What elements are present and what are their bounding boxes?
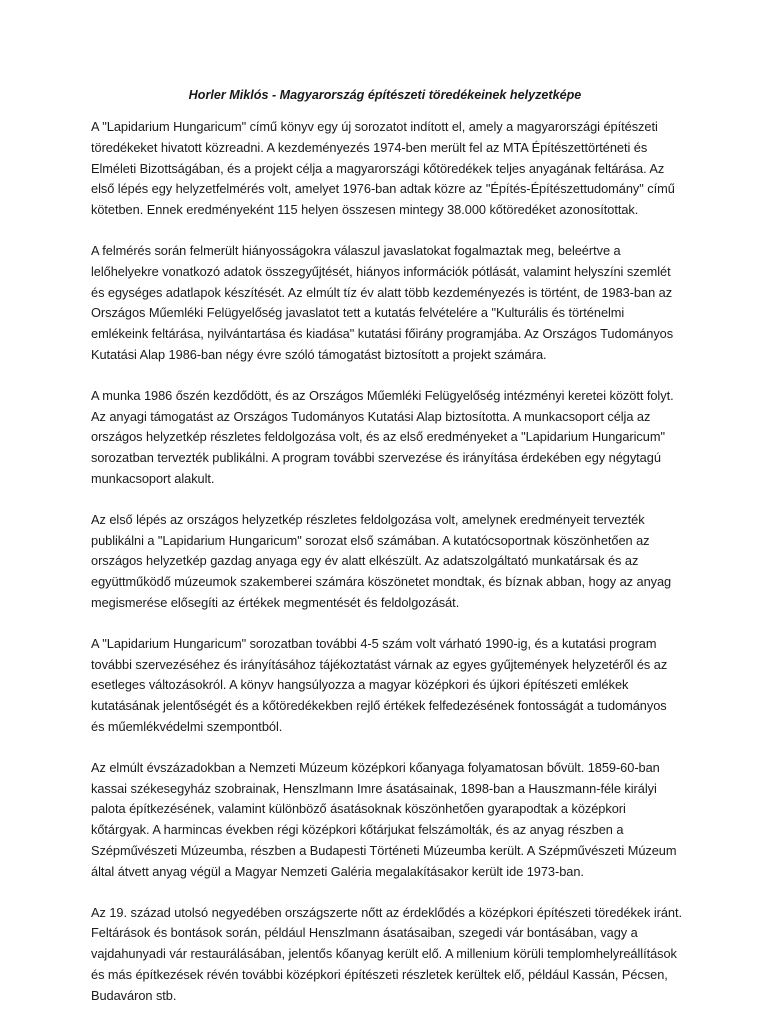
paragraph-7: Az 19. század utolsó negyedében országszerte nőtt az érdeklődés a középkori építészeti töredékek iránt. Feltárások és bontások során, például Henszlmann ásatásaiban, szegedi vár bontásában, vagy a vajdahunyadi vár restaurálásában, jelentős kőanyag került elő. A millenium körüli templomhelyreállítások és más építkezések révén további középkori építészeti részletek kerültek elő, például Kassán, Pécsen, Budaváron stb.: [91, 904, 682, 1003]
paragraph-4: Az első lépés az országos helyzetkép részletes feldolgozása volt, amelynek eredményeit tervezték publikálni a "Lapidarium Hungaricum" sorozat első számában. A kutatócsoportnak köszönhetően az országos helyzetkép gazdag anyaga egy év alatt elkészült. Az adatszolgáltató munkatársak és az együttműködő múzeumok szakemberei számára köszönetet mondtak, és bíznak abban, hogy az anyag megismerése elősegíti az értékek megmentését és feldolgozását.: [91, 511, 672, 610]
paragraph-6: Az elmúlt évszázadokban a Nemzeti Múzeum középkori kőanyaga folyamatosan bővült. 1859-60-ban kassai székesegyház szobrainak, Henszlmann Imre ásatásainak, 1898-ban a Hauszmann-féle királyi palota építkezésének, valamint különböző ásatásoknak köszönhetően gyarapodtak a középkori kőtárgyak. A harmincas években régi középkori kőtárjukat felszámolták, és az anyag részben a Szépművészeti Múzeumba, részben a Budapesti Történeti Múzeumba került. A Szépművészeti Múzeum által átvett anyag végül a Magyar Nemzeti Galéria megalakításakor került ide 1973-ban.: [91, 759, 677, 879]
paragraph-2: A felmérés során felmerült hiányosságokra válaszul javaslatokat fogalmaztak meg, beleértve a lelőhelyekre vonatkozó adatok összegyűjtését, hiányos információk pótlását, valamint helyszíni szemlét és egységes adatlapok készítését. Az elmúlt tíz év alatt több kezdeményezés is történt, de 1983-ban az Országos Műemléki Felügyelőség javaslatot tett a kutatás felvételére a "Kulturális és történelmi emlékeink feltárása, nyilvántartása és kiadása" kutatási főirány programjába. Az Országos Tudományos Kutatási Alap 1986-ban négy évre szóló támogatást biztosított a projekt számára.: [91, 242, 674, 362]
paragraph-3: A munka 1986 őszén kezdődött, és az Országos Műemléki Felügyelőség intézményi keretei között folyt. Az anyagi támogatást az Országos Tudományos Kutatási Alap biztosította. A munkacsoport célja az országos helyzetkép részletes feldolgozása volt, és az első eredményeket a "Lapidarium Hungaricum" sorozatban tervezték publikálni. A program további szervezése és irányítása érdekében egy négytagú munkacsoport alakult.: [91, 387, 674, 486]
document-body: [91, 117, 683, 1026]
document-title: Horler Miklós - Magyarország építészeti töredékeinek helyzetképe: [188, 88, 582, 102]
paragraph-1: A "Lapidarium Hungaricum" című könyv egy új sorozatot indított el, amely a magyarországi építészeti töredékeket hivatott közreadni. A kezdeményezés 1974-ben merült fel az MTA Építészettörténeti és Elméleti Bizottságában, és a projekt célja a magyarországi kőtöredékek teljes anyagának feltárása. Az első lépés egy helyzetfelmérés volt, amelyet 1976-ban adtak közre az "Építés-Építészettudomány" című kötetben. Ennek eredményeként 115 helyen összesen mintegy 38.000 kőtöredéket azonosítottak.: [91, 119, 675, 218]
paragraph-5: A "Lapidarium Hungaricum" sorozatban további 4-5 szám volt várható 1990-ig, és a kutatási program további szervezéséhez és irányításához tájékoztatást várnak az egyes gyűjtemények helyzetéről és az esetleges változásokról. A könyv hangsúlyozza a magyar középkori és újkori építészeti emlékek kutatásának jelentőségét és a kőtöredékekben rejlő értékek felfedezésének fontosságát a tudományos és műemlékvédelmi szempontból.: [91, 635, 668, 734]
